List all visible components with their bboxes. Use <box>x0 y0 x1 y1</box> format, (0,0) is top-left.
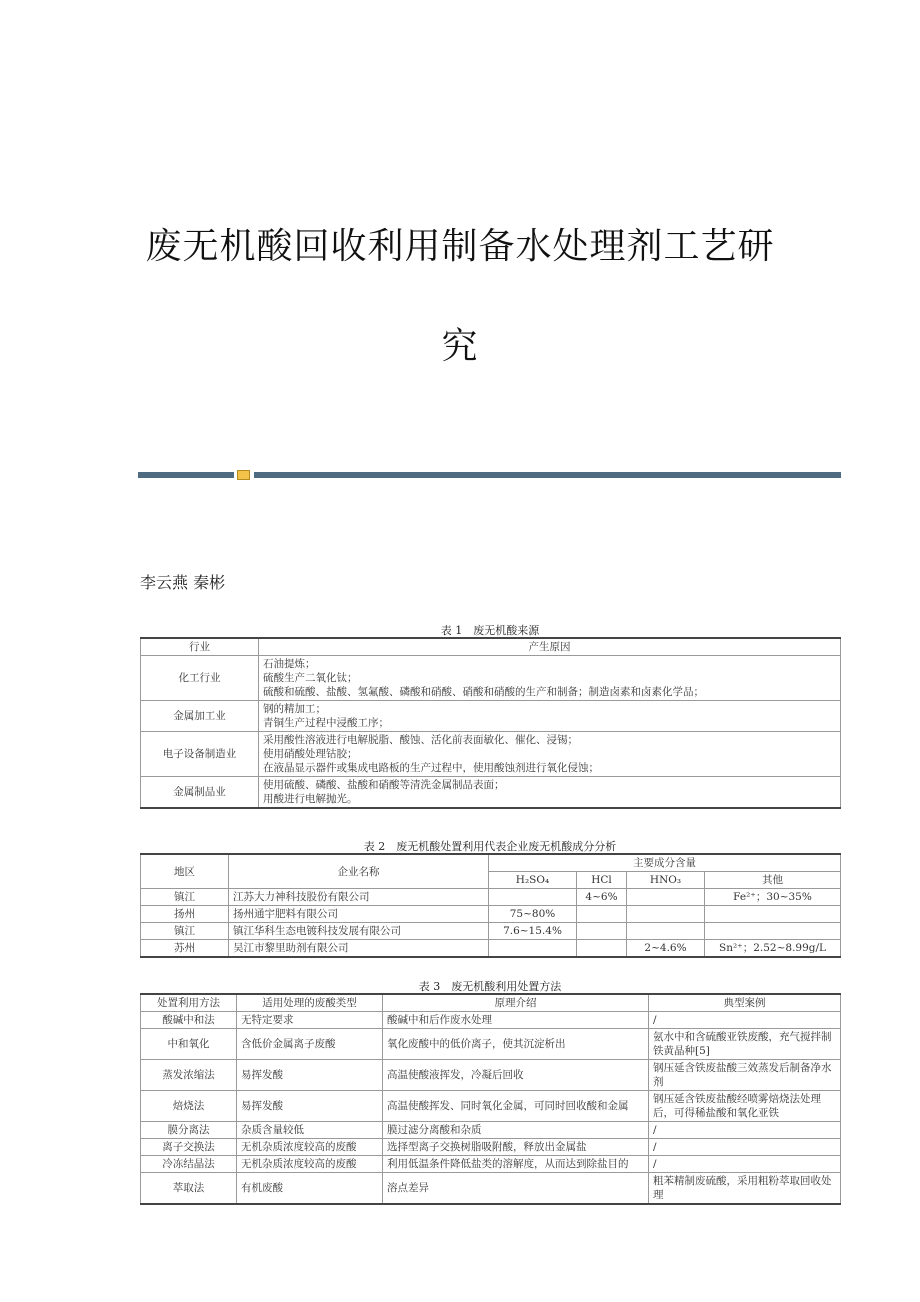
principle-cell: 高温使酸挥发、同时氧化金属，可同时回收酸和金属 <box>383 1091 649 1122</box>
table3-caption: 表 3 废无机酸利用处置方法 <box>418 980 562 993</box>
region-cell: 镇江 <box>141 923 229 940</box>
principle-cell: 氧化废酸中的低价离子，使其沉淀析出 <box>383 1029 649 1060</box>
table2-header-h2so4: H₂SO₄ <box>489 872 577 889</box>
table-row <box>141 1156 841 1173</box>
h2so4-cell <box>489 889 577 906</box>
other-cell: Sn²⁺；2.52~8.99g/L <box>705 940 841 958</box>
case-cell: 钢压延含铁废盐酸三效蒸发后制备净水剂 <box>649 1060 841 1091</box>
table2-header-main: 主要成分含量 <box>489 854 841 872</box>
table2-header-other: 其他 <box>705 872 841 889</box>
table-row <box>141 701 841 732</box>
table-row <box>141 923 841 940</box>
table1-header-cause: 产生原因 <box>259 638 841 656</box>
other-cell <box>705 906 841 923</box>
cause-line: 在液晶显示器件或集成电路板的生产过程中，使用酸蚀剂进行氧化侵蚀； <box>263 762 599 774</box>
cause-line: 石油提炼； <box>263 658 316 670</box>
table-row <box>141 1139 841 1156</box>
case-cell: 氨水中和含硫酸亚铁废酸，充气搅拌制铁黄晶种[5] <box>649 1029 841 1060</box>
cause-cell <box>259 777 841 809</box>
principle-cell: 利用低温条件降低盐类的溶解度，从而达到除盐目的 <box>383 1156 649 1173</box>
region-cell: 苏州 <box>141 940 229 958</box>
method-cell: 离子交换法 <box>141 1139 237 1156</box>
industry-cell: 金属制品业 <box>141 777 259 809</box>
hno3-cell <box>627 906 705 923</box>
table2-header-row <box>141 854 841 872</box>
type-cell: 有机废酸 <box>237 1173 383 1205</box>
table2-caption: 表 2 废无机酸处置利用代表企业废无机酸成分分析 <box>363 840 617 853</box>
table2-header-hno3: HNO₃ <box>627 872 705 889</box>
cause-line: 用酸进行电解抛光。 <box>263 793 358 805</box>
method-cell: 萃取法 <box>141 1173 237 1205</box>
type-cell: 含低价金属离子废酸 <box>237 1029 383 1060</box>
table1 <box>140 637 841 809</box>
table-row <box>141 656 841 701</box>
cause-line: 钢的精加工； <box>263 703 326 715</box>
hcl-cell <box>577 923 627 940</box>
h2so4-cell <box>489 940 577 958</box>
table-row <box>141 940 841 958</box>
title-divider <box>138 470 841 480</box>
method-cell: 冷冻结晶法 <box>141 1156 237 1173</box>
table-row <box>141 777 841 809</box>
type-cell: 无机杂质浓度较高的废酸 <box>237 1156 383 1173</box>
table1-caption: 表 1 废无机酸来源 <box>440 624 540 637</box>
table-row <box>141 1173 841 1205</box>
table2-header-company: 企业名称 <box>229 854 489 889</box>
table2 <box>140 853 841 958</box>
case-cell: / <box>649 1139 841 1156</box>
case-cell: 钢压延含铁废盐酸经喷雾焙烧法处理后，可得稀盐酸和氧化亚铁 <box>649 1091 841 1122</box>
table-row <box>141 1060 841 1091</box>
table2-header-region: 地区 <box>141 854 229 889</box>
table3-header-principle: 原理介绍 <box>383 994 649 1012</box>
type-cell: 易挥发酸 <box>237 1091 383 1122</box>
principle-cell: 溶点差异 <box>383 1173 649 1205</box>
table-row <box>141 1122 841 1139</box>
table3-header-row <box>141 994 841 1012</box>
industry-cell: 金属加工业 <box>141 701 259 732</box>
company-cell: 扬州通宇肥料有限公司 <box>229 906 489 923</box>
hcl-cell: 4~6% <box>577 889 627 906</box>
table3-header-type: 适用处理的废酸类型 <box>237 994 383 1012</box>
type-cell: 易挥发酸 <box>237 1060 383 1091</box>
principle-cell: 酸碱中和后作废水处理 <box>383 1012 649 1029</box>
industry-cell: 化工行业 <box>141 656 259 701</box>
hno3-cell <box>627 923 705 940</box>
hno3-cell: 2~4.6% <box>627 940 705 958</box>
cause-line: 硫酸和硫酸、盐酸、氢氟酸、磷酸和硝酸、硝酸和硝酸的生产和制备；制造卤素和卤素化学品； <box>263 686 704 698</box>
cause-line: 使用硝酸处理钴胶； <box>263 748 358 760</box>
case-cell: 粗苯精制废硫酸，采用粗粉萃取回收处理 <box>649 1173 841 1205</box>
cause-line: 采用酸性溶液进行电解脱脂、酸蚀、活化前表面敏化、催化、浸锡； <box>263 734 578 746</box>
case-cell: / <box>649 1122 841 1139</box>
case-cell: / <box>649 1156 841 1173</box>
h2so4-cell: 75~80% <box>489 906 577 923</box>
table-row <box>141 1091 841 1122</box>
envelope-icon <box>237 470 250 480</box>
company-cell: 吴江市黎里助剂有限公司 <box>229 940 489 958</box>
cause-cell <box>259 656 841 701</box>
other-cell: Fe²⁺；30~35% <box>705 889 841 906</box>
document-title-line-2: 究 <box>441 326 479 367</box>
document-title-line-1: 废无机酸回收利用制备水处理剂工艺研 <box>145 226 775 267</box>
industry-cell: 电子设备制造业 <box>141 732 259 777</box>
cause-cell <box>259 732 841 777</box>
cause-line: 青铜生产过程中浸酸工序； <box>263 717 389 729</box>
method-cell: 膜分离法 <box>141 1122 237 1139</box>
company-cell: 江苏大力神科技股份有限公司 <box>229 889 489 906</box>
table-row <box>141 732 841 777</box>
table3 <box>140 993 841 1205</box>
principle-cell: 膜过滤分离酸和杂质 <box>383 1122 649 1139</box>
table-row <box>141 1029 841 1060</box>
type-cell: 杂质含量较低 <box>237 1122 383 1139</box>
hcl-cell <box>577 940 627 958</box>
other-cell <box>705 923 841 940</box>
method-cell: 酸碱中和法 <box>141 1012 237 1029</box>
region-cell: 镇江 <box>141 889 229 906</box>
table2-header-hcl: HCl <box>577 872 627 889</box>
type-cell: 无机杂质浓度较高的废酸 <box>237 1139 383 1156</box>
table-row <box>141 889 841 906</box>
table3-header-method: 处置利用方法 <box>141 994 237 1012</box>
hcl-cell <box>577 906 627 923</box>
principle-cell: 高温使酸液挥发，冷凝后回收 <box>383 1060 649 1091</box>
method-cell: 中和氧化 <box>141 1029 237 1060</box>
h2so4-cell: 7.6~15.4% <box>489 923 577 940</box>
table-row <box>141 1012 841 1029</box>
table1-header-row <box>141 638 841 656</box>
region-cell: 扬州 <box>141 906 229 923</box>
cause-cell <box>259 701 841 732</box>
hno3-cell <box>627 889 705 906</box>
table-row <box>141 906 841 923</box>
authors: 李云燕 秦彬 <box>140 573 226 592</box>
company-cell: 镇江华科生态电镀科技发展有限公司 <box>229 923 489 940</box>
principle-cell: 选择型离子交换树脂吸附酸，释放出金属盐 <box>383 1139 649 1156</box>
table1-header-industry: 行业 <box>141 638 259 656</box>
cause-line: 使用硫酸、磷酸、盐酸和硝酸等清洗金属制品表面； <box>263 779 505 791</box>
cause-line: 硫酸生产二氧化钛； <box>263 672 358 684</box>
method-cell: 焙烧法 <box>141 1091 237 1122</box>
type-cell: 无特定要求 <box>237 1012 383 1029</box>
method-cell: 蒸发浓缩法 <box>141 1060 237 1091</box>
case-cell: / <box>649 1012 841 1029</box>
table3-header-case: 典型案例 <box>649 994 841 1012</box>
